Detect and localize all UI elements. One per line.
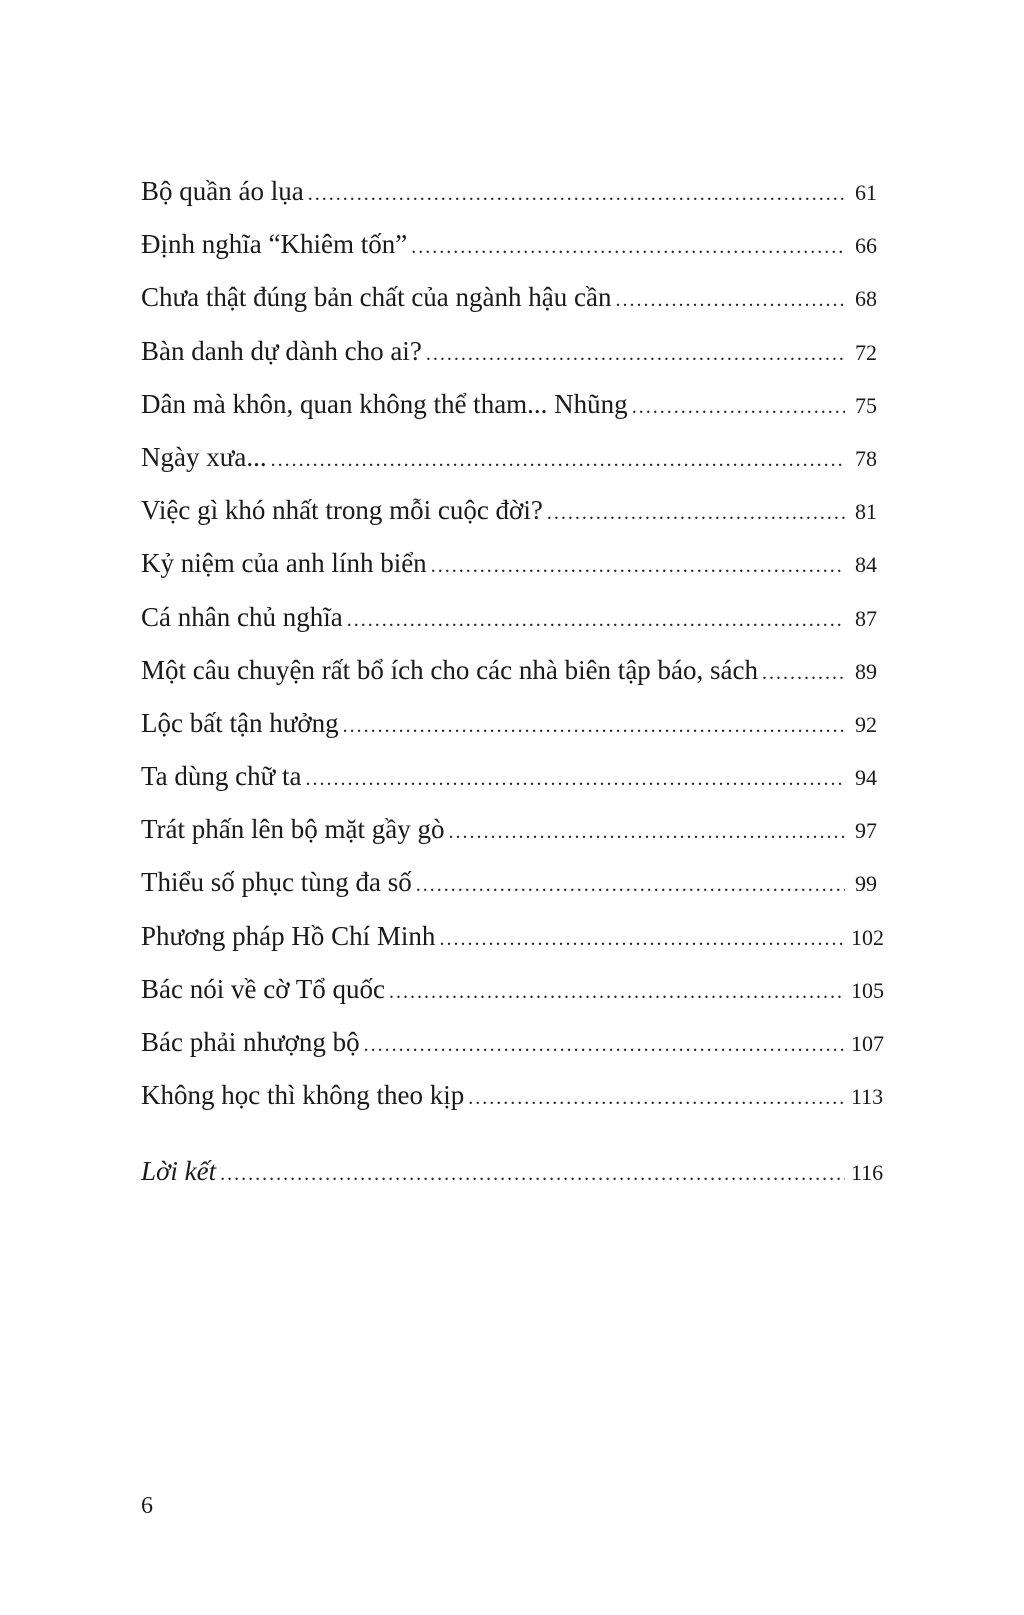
toc-entry-title: Thiểu số phục tùng đa số — [141, 867, 412, 898]
toc-entry-title: Bộ quần áo lụa — [141, 176, 304, 206]
toc-epilogue-page: 116 — [851, 1160, 884, 1186]
toc-entry-page: 61 — [855, 180, 877, 205]
toc-entry-title: Ta dùng chữ ta — [141, 761, 302, 792]
dot-leader — [615, 289, 845, 312]
toc-entry — [141, 973, 884, 1027]
table-of-contents — [141, 176, 884, 1210]
dot-leader — [547, 502, 845, 525]
dot-leader — [220, 1163, 845, 1186]
toc-entry-title: Việc gì khó nhất trong mỗi cuộc đời? — [141, 495, 543, 526]
dot-leader — [347, 609, 845, 632]
dot-leader — [426, 343, 845, 366]
toc-entry — [141, 602, 877, 655]
toc-entry-page: 105 — [851, 977, 884, 1003]
toc-entry-title: Định nghĩa “Khiêm tốn” — [141, 229, 408, 260]
dot-leader — [416, 874, 845, 897]
toc-entry-title: Dân mà khôn, quan không thể tham... Nhũng — [141, 388, 628, 419]
toc-entry — [141, 495, 877, 548]
toc-entry-title: Ngày xưa... — [141, 441, 267, 472]
dot-leader — [364, 1034, 845, 1057]
toc-entry-title: Phương pháp Hồ Chí Minh — [141, 920, 436, 951]
toc-entry-page: 75 — [855, 392, 877, 418]
toc-entry-page: 84 — [855, 552, 877, 578]
dot-leader — [308, 183, 845, 206]
dot-leader — [411, 236, 845, 259]
toc-entry-title: Không học thì không theo kịp — [141, 1080, 465, 1111]
toc-entry-page: 89 — [855, 658, 877, 684]
toc-entry-page: 107 — [851, 1031, 884, 1056]
toc-entry-page: 113 — [851, 1084, 884, 1110]
toc-entry-page: 72 — [855, 339, 877, 365]
dot-leader — [431, 555, 845, 578]
dot-leader — [448, 821, 845, 844]
page-number: 6 — [141, 1493, 153, 1519]
toc-entry — [141, 336, 877, 389]
toc-entry-page: 78 — [855, 445, 877, 471]
dot-leader — [632, 396, 845, 419]
toc-entry — [141, 442, 877, 495]
toc-entry — [141, 708, 877, 761]
toc-entry — [141, 655, 877, 708]
toc-entry — [141, 1027, 884, 1080]
toc-entry-page: 92 — [855, 711, 877, 737]
toc-entry-page: 81 — [855, 499, 877, 525]
dot-leader — [439, 928, 845, 951]
toc-entry-page: 102 — [851, 924, 884, 950]
dot-leader — [343, 715, 845, 738]
toc-entry-title: Lộc bất tận hưởng — [141, 707, 339, 738]
toc-entry — [141, 814, 877, 867]
toc-entry-title: Bác nói về cờ Tổ quốc — [141, 973, 385, 1004]
toc-entry-page: 99 — [855, 871, 877, 897]
toc-entry-title: Bác phải nhượng bộ — [141, 1027, 360, 1057]
dot-leader — [468, 1087, 845, 1110]
toc-entry — [141, 761, 877, 814]
toc-entry-page: 97 — [855, 818, 877, 844]
toc-entry — [141, 867, 877, 920]
dot-leader — [271, 449, 845, 472]
toc-entry-title: Kỷ niệm của anh lính biển — [141, 548, 427, 579]
toc-entry-page: 87 — [855, 605, 877, 631]
dot-leader — [389, 981, 845, 1004]
toc-entry-title: Một câu chuyện rất bổ ích cho các nhà biên tập báo, sách — [141, 654, 759, 685]
toc-entry-title: Bàn danh dự dành cho ai? — [141, 335, 422, 366]
toc-entry — [141, 229, 877, 282]
toc-entry — [141, 389, 877, 442]
toc-entry-title: Trát phấn lên bộ mặt gầy gò — [141, 814, 445, 845]
toc-entry — [141, 548, 877, 601]
toc-entry — [141, 282, 877, 335]
dot-leader — [305, 768, 845, 791]
toc-epilogue-title: Lời kết — [141, 1156, 217, 1187]
dot-leader — [762, 662, 845, 685]
toc-entry-page: 94 — [855, 765, 877, 791]
toc-entry-title: Chưa thật đúng bản chất của ngành hậu cần — [141, 282, 612, 313]
toc-entry-page: 66 — [855, 233, 877, 259]
toc-entry — [141, 1080, 884, 1133]
toc-entry-page: 68 — [855, 286, 877, 312]
toc-entry-title: Cá nhân chủ nghĩa — [141, 601, 343, 632]
toc-entry-epilogue — [141, 1156, 884, 1209]
toc-entry — [141, 920, 884, 974]
toc-entry — [141, 176, 877, 229]
